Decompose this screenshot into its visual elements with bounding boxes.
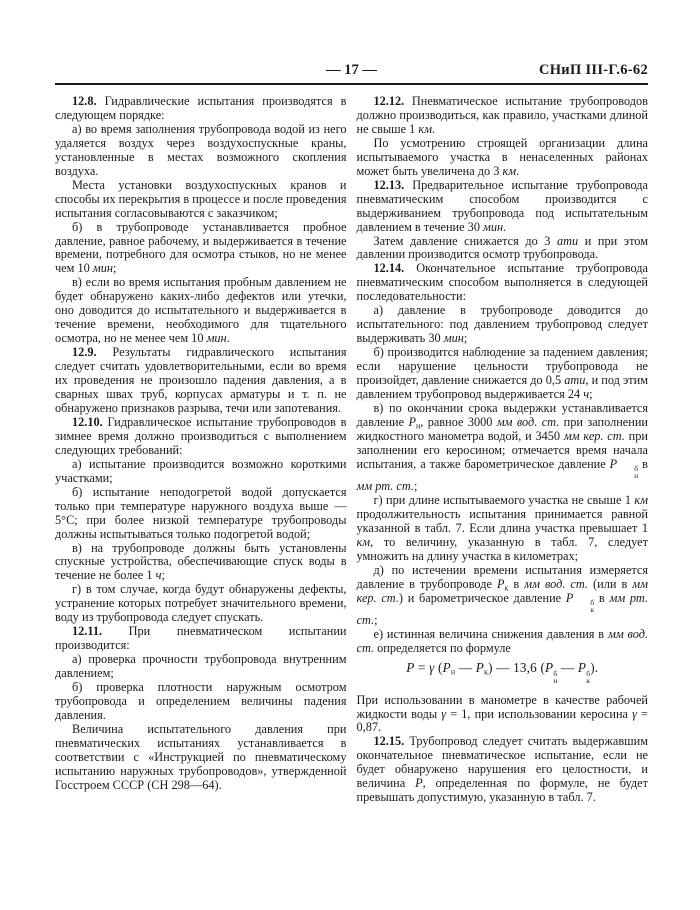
- column-left: [55, 95, 347, 805]
- paragraph: а) во время заполнения трубопровода водой из него удаляется воздух через воздухоспускные краны, установленные в местах возможного скопления воздуха.: [55, 121, 347, 178]
- doc-code: СНиП III-Г.6-62: [538, 62, 648, 78]
- paragraph: д) по истечении времени испытания измеряется давление в трубопроводе $Р_к$ в мм вод. ст. (или в мм кер. ст.) и барометрическое давление Р б к в мм рт. ст.;: [356, 562, 648, 627]
- paragraph: 12.14. Окончательное испытание трубопровода пневматическим способом выполняется в следующей последовательности:: [356, 261, 648, 304]
- paragraph: б) в трубопроводе устанавливается пробное давление, равное рабочему, и выдерживается в течение времени, потребного для осмотра стыков, но не менее чем 10 мин;: [55, 219, 347, 276]
- paragraph: б) проверка плотности наружным осмотром трубопровода и определением величины падения давления.: [55, 680, 347, 722]
- paragraph: 12.11. При пневматическом испытании производится:: [55, 624, 347, 653]
- paragraph: 12.13. Предварительное испытание трубопровода пневматическим способом производится с выдерживанием трубопровода под испытательным давлением в течение 30 мин.: [356, 177, 648, 234]
- paragraph: а) проверка прочности трубопровода внутренним давлением;: [55, 652, 347, 681]
- page-number: — 17 —: [326, 62, 377, 78]
- paragraph: 12.10. Гидравлическое испытание трубопроводов в зимнее время должно производиться с выполнением следующих требований:: [55, 414, 347, 457]
- paragraph: е) истинная величина снижения давления в мм вод. ст. определяется по формуле: [356, 626, 648, 655]
- paragraph: Затем давление снижается до 3 ати и при этом давлении производится осмотр трубопровода.: [356, 233, 648, 262]
- sup-sub-stack: б н: [634, 464, 639, 481]
- paragraph: г) в том случае, когда будут обнаружены дефекты, устранение которых потребует значительного времени, воду из трубопровода следует спускать.: [55, 582, 347, 625]
- paragraph: а) испытание производится возможно короткими участками;: [55, 456, 347, 485]
- paragraph: 12.12. Пневматическое испытание трубопроводов должно производиться, как правило, участками длиной не свыше 1 км.: [356, 94, 648, 136]
- paragraph: в) если во время испытания пробным давлением не будет обнаружено каких-либо дефектов или утечки, оно доводится до испытательного и выдерживается в течение времени, необходимого для тщательного осмотра, но не менее чем 10 мин.: [55, 275, 347, 346]
- paragraph: б) производится наблюдение за падением давления; если нарушение цельности трубопровода не произойдет, давление снижается до 0,5 ати, и под этим давлением трубопровод выдерживается 24 ч;: [356, 345, 648, 402]
- paragraph: При использовании в манометре в качестве рабочей жидкости воды γ = 1, при использовании керосина γ = 0,87.: [356, 692, 648, 735]
- paragraph: в) по окончании срока выдержки устанавливается давление $Р_н$, равное 3000 мм вод. ст. при заполнении жидкостного манометра водой, и 3450 мм кер. ст. при заполнении его керосином; отмечается время начала испытания, а также барометрическое давление Р б н в мм рт. ст.;: [356, 400, 648, 493]
- paragraph: Величина испытательного давления при пневматических испытаниях устанавливается в соответствии с «Инструкцией по пневматическому испытанию наружных трубопроводов», утвержденной Госстроем СССР (СН 298—64).: [55, 721, 347, 792]
- paragraph: в) на трубопроводе должны быть установлены спускные устройства, обеспечивающие спуск воды в течение не более 1 ч;: [55, 540, 347, 583]
- text-columns: [55, 95, 648, 805]
- paragraph: 12.8. Гидравлические испытания производятся в следующем порядке:: [55, 94, 347, 122]
- paragraph: б) испытание неподогретой водой допускается только при температуре наружного воздуха выше —5°С; при более низкой температуре трубопроводы должны испытываться только подогретой водой;: [55, 484, 347, 541]
- pressure-formula: Р = γ ($Р_н$ — $Р_к$) — 13,6 (Р б н — Р б к ).: [406, 660, 599, 685]
- paragraph: 12.9. Результаты гидравлического испытания следует считать удовлетворительными, если во время их проведения не произошло падения давления, а в сварных швах труб, корпусах арматуры и т. п. не обнаружено признаков разрыва, течи или запотевания.: [55, 345, 347, 415]
- page-header: [55, 62, 648, 85]
- sup-sub-stack: б н: [553, 668, 558, 685]
- paragraph: а) давление в трубопроводе доводится до испытательного: под давлением трубопровод следует выдерживать 30 мин;: [356, 303, 648, 346]
- column-right: [357, 95, 649, 805]
- paragraph: 12.15. Трубопровод следует считать выдержавшим окончательное пневматическое испытание, если не будет обнаружено нарушения его целостности, и величина Р, определенная по формуле, не будет превышать допустимую, указанную в табл. 7.: [356, 734, 648, 805]
- paragraph: Места установки воздухоспускных кранов и способы их перекрытия в процессе и после проведения испытания согласовываются с заказчиком;: [55, 177, 347, 220]
- paragraph: По усмотрению строящей организации длина испытываемого участка в ненаселенных районах может быть увеличена до 3 км.: [356, 135, 648, 178]
- sup-sub-stack: б к: [586, 668, 591, 685]
- sup-sub-stack: б к: [590, 598, 595, 614]
- paragraph: г) при длине испытываемого участка не свыше 1 км продолжительность испытания принимается равной указанной в табл. 7. Если длина участка превышает 1 км, то величину, указанную в табл. 7, следует умножить на длину участка в километрах;: [356, 492, 648, 563]
